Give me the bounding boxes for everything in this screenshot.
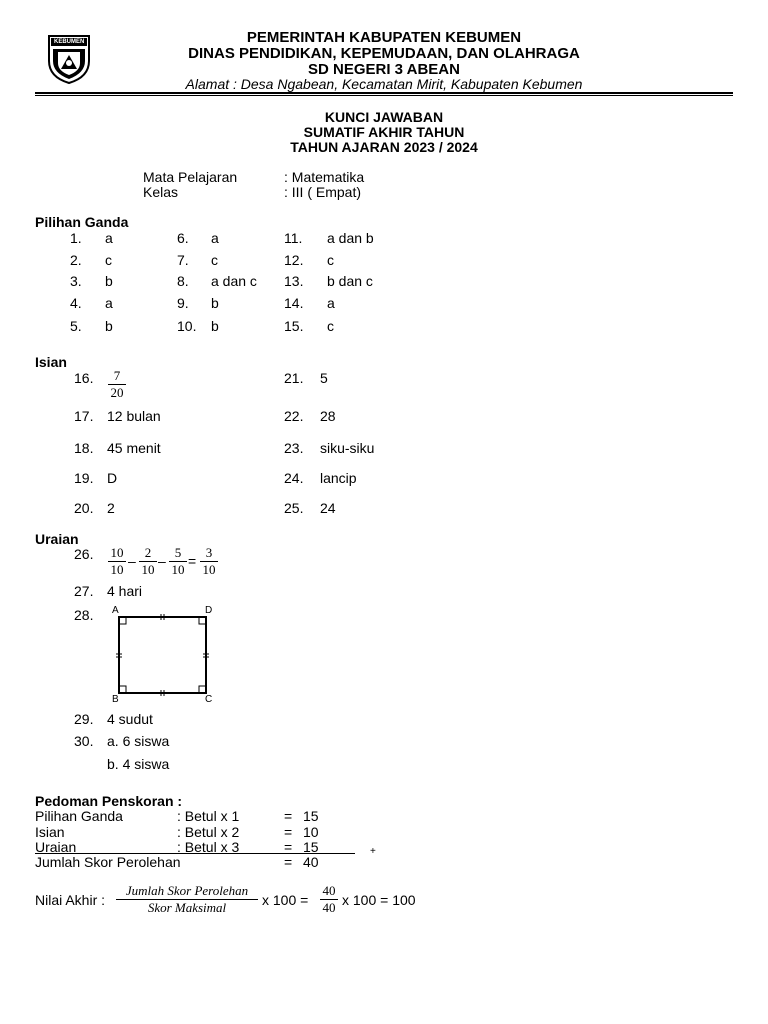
nilai-label: Nilai Akhir : [35,892,106,908]
score-equals: = [284,824,293,840]
pg-num: 4. [70,295,82,311]
class-value: : III ( Empat) [284,184,362,200]
vertex-label-a: A [112,605,119,616]
subject-label: Mata Pelajaran [143,169,238,185]
isian-answer: lancip [320,470,357,486]
total-label: Jumlah Skor Perolehan [35,854,181,870]
total-value: 40 [303,854,319,870]
header-line3: SD NEGERI 3 ABEAN [308,61,460,78]
fraction-16 [108,369,126,400]
isian-num: 16. [74,370,94,386]
pg-answer: a [105,295,113,311]
pg-answer: b [105,318,113,334]
fraction-denominator: Skor Maksimal [147,900,227,915]
pg-num: 13. [284,273,304,289]
header-address: Alamat : Desa Ngabean, Kecamatan Mirit, Kabupaten Kebumen [185,76,583,92]
minus-sign: – [158,553,166,569]
score-formula: : Betul x 3 [177,839,240,855]
equals-sign: = [188,553,197,569]
isian-answer: siku-siku [320,440,375,456]
pg-num: 6. [177,230,189,246]
isian-num: 20. [74,500,94,516]
isian-num: 19. [74,470,94,486]
fraction-26-a [108,546,126,577]
score-value: 15 [303,808,319,824]
isian-num: 25. [284,500,304,516]
plus-sign: + [370,846,376,857]
uraian-heading: Uraian [35,531,79,547]
header-line1: PEMERINTAH KABUPATEN KEBUMEN [246,29,522,46]
fraction-numerator: Jumlah Skor Perolehan [116,884,258,900]
fraction-numerator: 2 [139,546,157,562]
header-divider-thick [35,92,733,94]
score-value: 10 [303,824,319,840]
fraction-26-c [169,546,187,577]
header-line2: DINAS PENDIDIKAN, KEPEMUDAAN, DAN OLAHRAGA [188,45,580,62]
pg-answer: b [211,295,219,311]
isian-num: 24. [284,470,304,486]
uraian-num: 30. [74,733,94,749]
isian-num: 18. [74,440,94,456]
pg-answer: c [211,252,218,268]
pg-num: 15. [284,318,304,334]
score-equals: = [284,839,293,855]
uraian-num: 27. [74,583,94,599]
score-label: Uraian [35,839,77,855]
uraian-num: 28. [74,607,94,623]
pg-num: 3. [70,273,82,289]
nilai-fraction-40 [320,884,338,915]
logo-text: KEBUMEN [54,39,85,45]
isian-num: 21. [284,370,304,386]
pg-answer: c [105,252,112,268]
square-diagram [108,605,218,707]
nilai-fraction [116,884,258,915]
score-label: Pilihan Ganda [35,808,123,824]
uraian-answer: 4 hari [107,583,143,599]
pg-answer: b dan c [327,273,373,289]
isian-answer: 28 [320,408,336,424]
isian-answer: D [107,470,118,486]
isian-num: 22. [284,408,304,424]
isian-answer: 2 [107,500,115,516]
square-abcd-icon [108,605,218,707]
isian-answer: 24 [320,500,336,516]
vertex-label-b: B [112,694,119,705]
fraction-denominator: 10 [171,562,185,577]
fraction-denominator: 10 [202,562,216,577]
pg-num: 8. [177,273,189,289]
isian-num: 23. [284,440,304,456]
pg-answer: a [211,230,219,246]
pedoman-heading: Pedoman Penskoran : [35,793,183,809]
uraian-num: 26. [74,546,94,562]
pg-num: 7. [177,252,189,268]
isian-answer: 12 bulan [107,408,161,424]
title-line1: KUNCI JAWABAN [324,109,444,125]
class-label: Kelas [143,184,179,200]
fraction-numerator: 40 [320,884,338,900]
pg-answer: c [327,252,334,268]
title-line3: TAHUN AJARAN 2023 / 2024 [290,139,478,155]
minus-sign: – [128,553,136,569]
pg-num: 10. [177,318,197,334]
pg-answer: a [327,295,335,311]
pg-num: 11. [284,230,303,246]
nilai-times: x 100 = [262,892,309,908]
pg-num: 2. [70,252,82,268]
fraction-denominator: 10 [141,562,155,577]
pg-num: 14. [284,295,304,311]
score-equals: = [284,808,293,824]
fraction-denominator: 40 [322,900,336,915]
fraction-numerator: 5 [169,546,187,562]
score-value: 15 [303,839,319,855]
pg-num: 5. [70,318,82,334]
pg-answer: b [105,273,113,289]
fraction-numerator: 10 [108,546,126,562]
pg-answer: c [327,318,334,334]
nilai-result: x 100 = 100 [342,892,416,908]
header-divider-thin [35,95,733,96]
uraian-answer: 4 sudut [107,711,153,727]
isian-heading: Isian [35,354,67,370]
fraction-numerator: 7 [108,369,126,385]
isian-answer: 5 [320,370,328,386]
fraction-numerator: 3 [200,546,218,562]
logo [46,33,92,85]
pg-num: 9. [177,295,189,311]
subject-value: : Matematika [284,169,365,185]
title-line2: SUMATIF AKHIR TAHUN [303,124,465,140]
fraction-denominator: 20 [110,385,124,400]
pilihan-ganda-heading: Pilihan Ganda [35,214,129,230]
pg-num: 12. [284,252,304,268]
score-label: Isian [35,824,65,840]
vertex-label-c: C [205,694,213,705]
fraction-denominator: 10 [110,562,124,577]
isian-num: 17. [74,408,94,424]
pg-answer: b [211,318,219,334]
pg-answer: a [105,230,113,246]
vertex-label-d: D [205,605,213,616]
uraian-answer: a. 6 siswa [107,733,170,749]
fraction-26-d [200,546,218,577]
score-formula: : Betul x 2 [177,824,240,840]
pg-answer: a dan b [327,230,374,246]
isian-answer: 45 menit [107,440,161,456]
uraian-num: 29. [74,711,94,727]
total-equals: = [284,854,293,870]
fraction-26-b [139,546,157,577]
pg-answer: a dan c [211,273,257,289]
uraian-answer: b. 4 siswa [107,756,170,772]
pg-num: 1. [70,230,82,246]
score-formula: : Betul x 1 [177,808,240,824]
